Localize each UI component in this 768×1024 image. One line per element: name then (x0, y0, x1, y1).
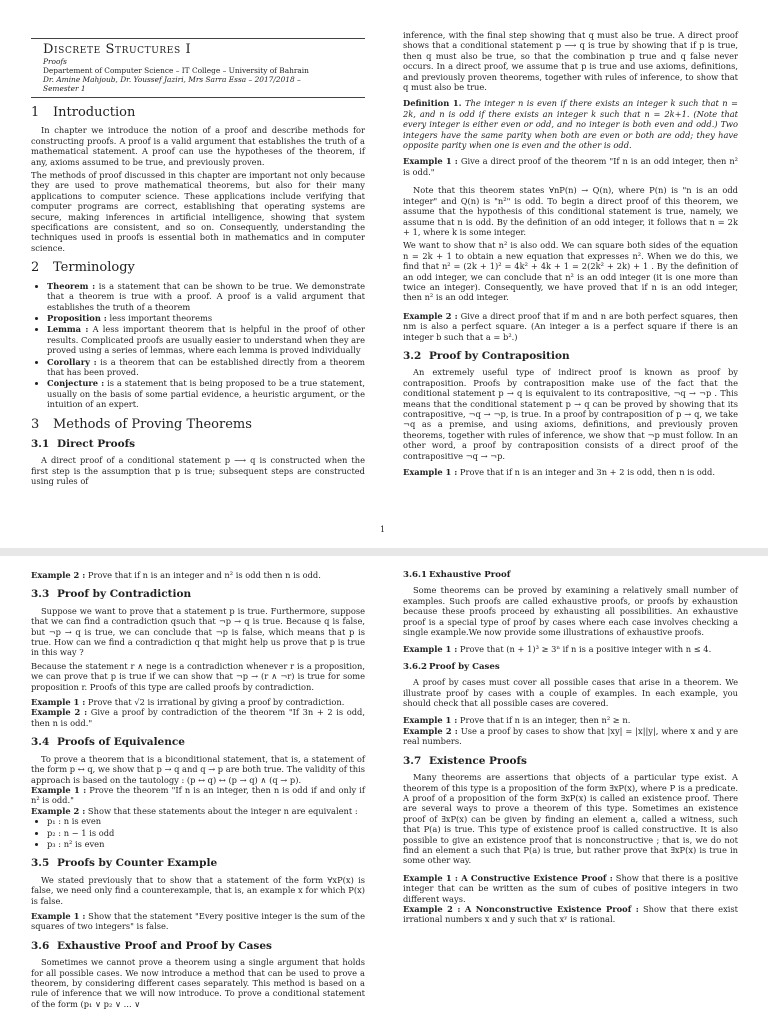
subsection-heading-direct-proofs: 3.1 Direct Proofs (31, 437, 136, 450)
example-block: Example 1 : Prove that if n is an integer, then n² ≥ n. (403, 715, 631, 726)
section-heading-terminology: 2 Terminology (31, 260, 135, 276)
subsection-heading-contradiction: 3.3 Proof by Contradiction (31, 588, 192, 601)
terminology-list (31, 281, 365, 410)
example-block: Example 1 : Prove that (n + 1)³ ≥ 3ⁿ if n is a positive integer with n ≤ 4. (403, 644, 712, 655)
section-heading-methods: 3 Methods of Proving Theorems (31, 416, 252, 432)
page-number: 1 (380, 525, 386, 534)
example-block: Example 2 : Give a direct proof that if m and n are both perfect squares, then nm is also a perfect square. (An integer a is a perfect square if there is an integer b such that a = b².) (403, 310, 738, 342)
paragraph: The methods of proof discussed in this chapter are important not only because they are used to prove mathematical theorems, but also for their many applications to computer science. These applications include verifying that computer programs are correct, establishing that operating systems are secure, making inferences in artificial intelligence, showing that system specifications are consistent, and so on. Consequently, understanding the techniques used in proofs is essential both in mathematics and in computer science. (31, 170, 365, 253)
department-line: Departement of Computer Science – IT College – University of Bahrain (43, 66, 309, 75)
semester-line: Semester 1 (43, 84, 86, 93)
paragraph: A proof by cases must cover all possible cases that arise in a theorem. We illustrate proof by cases with a couple of examples. In each example, you should check that all possible cases are covered. (403, 677, 738, 709)
page1-right-column (403, 30, 738, 480)
list-item: • p₁ : n is even (47, 816, 365, 826)
page2-right-column (403, 570, 738, 928)
list-item: • Corollary : is a theorem that can be established directly from a theorem that has been proved. (47, 357, 365, 378)
equivalence-list (31, 816, 365, 849)
paragraph: Some theorems can be proved by examining a relatively small number of examples. Such proofs are called exhaustive proofs, or proofs by exhaustion because these proofs proceed by exhausting all possibilities. An exhaustive proof is a special type of proof by cases where each case involves checking a single example.We now provide some illustrations of exhaustive proofs. (403, 585, 738, 638)
document-title: Discrete Structures I (43, 42, 192, 57)
page1-left-column (31, 30, 365, 490)
page-separator (0, 548, 768, 556)
subsection-heading-exhaustive: 3.6 Exhaustive Proof and Proof by Cases (31, 939, 272, 952)
paragraph: inference, with the final step showing that q must also be true. A direct proof shows that a conditional statement p ⟶ q is true by showing that if p is true, then q must also be true, so that the combination p true and q false never occurs. In a direct proof, we assume that p is true and use axioms, definitions, and previously proven theorems, together with rules of inference, to show that q must also be true. (403, 30, 738, 93)
example-block: Example 2 : Give a proof by contradiction of the theorem "If 3n + 2 is odd, then n is odd." (31, 707, 365, 728)
subsection-heading-contraposition: 3.2 Proof by Contraposition (403, 349, 570, 362)
list-item: • Conjecture : is a statement that is being proposed to be a true statement, usually on the basis of some partial evidence, a heuristic argument, or the intuition of an expert. (47, 378, 365, 409)
example-block: Example 1 : Prove that √2 is irrational by giving a proof by contradiction. (31, 697, 345, 708)
paragraph: Suppose we want to prove that a statement p is true. Furthermore, suppose that we can find a contradiction qsuch that ¬p → q is true. Because q is false, but ¬p → q is true, we can conclude that ¬p is false, which means that p is true. How can we find a contradiction q that might help us prove that p is true in this way ? (31, 605, 365, 658)
document-header (31, 38, 365, 98)
example-block: Example 1 : Show that the statement "Every positive integer is the sum of the squares of two integers" is false. (31, 910, 365, 932)
paragraph: Many theorems are assertions that objects of a particular type exist. A theorem of this type is a proposition of the form ∃xP(x), where P is a predicate. A proof of a proposition of the form ∃xP(x) is called an existence proof. There are several ways to prove a theorem of this type. Sometimes an existence proof of ∃xP(x) can be given by finding an element a, called a witness, such that P(a) is true. This type of existence proof is called constructive. It is also possible to give an existence proof that is nonconstructive ; that is, we do not find an element a such that P(a) is true, but rather prove that ∃xP(x) is true in some other way. (403, 772, 738, 866)
paragraph: We stated previously that to show that a statement of the form ∀xP(x) is false, we need only find a counterexample, that is, an example x for which P(x) is false. (31, 874, 365, 906)
paragraph: A direct proof of a conditional statement p ⟶ q is constructed when the first step is the assumption that p is true; subsequent steps are constructed using rules of (31, 455, 365, 487)
example-block: Example 2 : A Nonconstructive Existence Proof : Show that there exist irrational numbers x and y such that xʸ is rational. (403, 903, 738, 925)
authors-line: Dr. Amine Mahjoub, Dr. Youssef Jaziri, Mrs Sarra Essa – 2017/2018 – (43, 75, 301, 84)
example-block: Example 2 : Use a proof by cases to show that |xy| = |x||y|, where x and y are real numbers. (403, 725, 738, 747)
section-heading-introduction: 1 Introduction (31, 105, 136, 120)
document-subtitle: Proofs (43, 57, 67, 66)
list-item: • p₂ : n − 1 is odd (47, 828, 365, 838)
list-item: • Proposition : less important theorems (47, 313, 365, 323)
paragraph: In chapter we introduce the notion of a proof and describe methods for constructing proofs. A proof is a valid argument that establishes the truth of a mathematical statement. A proof can use the hypotheses of the theorem, if any, axioms assumed to be true, and previously proven. (31, 125, 365, 167)
example-block: Example 1 : Give a direct proof of the theorem "If n is an odd integer, then n² is odd." (403, 156, 738, 177)
example-block: Example 1 : A Constructive Existence Proof : Show that there is a positive integer that can be written as the sum of cubes of positive integers in two different ways. (403, 872, 738, 904)
paragraph: Sometimes we cannot prove a theorem using a single argument that holds for all possible cases. We now introduce a method that can be used to prove a theorem, by considering different cases separately. This method is based on a rule of inference that we will now introduce. To prove a conditional statement of the form (p₁ ∨ p₂ ∨ ... ∨ (31, 957, 365, 1009)
example-block: Example 1 : Prove that if n is an integer and 3n + 2 is odd, then n is odd. (403, 467, 715, 478)
subsubsection-heading-proof-by-cases: 3.6.2 Proof by Cases (403, 661, 500, 672)
list-item: • Theorem : is a statement that can be shown to be true. We demonstrate that a theorem is true with a proof. A proof is a valid argument that establishes the truth of a theorem (47, 281, 365, 312)
document-page-2 (0, 556, 768, 1024)
paragraph: To prove a theorem that is a biconditional statement, that is, a statement of the form p ↔ q, we show that p → q and q → p are both true. The validity of this approach is based on the tautology : (p ↔ q) ↔ (p → q) ∧ (q → p). (31, 753, 365, 785)
example-block: Example 1 : Prove the theorem "If n is an integer, then n is odd if and only if n² is odd." (31, 784, 365, 806)
paragraph: Note that this theorem states ∀nP(n) → Q(n), where P(n) is "n is an odd integer" and Q(n) is "n²" is odd. To begin a direct proof of this theorem, we assume that the hypothesis of this conditional statement is true, namely, we assume that n is odd. By the definition of an odd integer, it follows that n = 2k + 1, where k is some integer. (403, 185, 738, 237)
subsection-heading-existence: 3.7 Existence Proofs (403, 754, 527, 767)
example-block: Example 2 : Show that these statements about the integer n are equivalent : (31, 805, 358, 816)
page2-left-column (31, 570, 365, 1012)
definition-block: Definition 1. The integer n is even if there exists an integer k such that n = 2k, and n is odd if there exists an integer k such that n = 2k+1. (Note that every integer is either even or odd, and no integer is both even and odd.) Two integers have the same parity when both are even or both are odd; they have opposite parity when one is even and the other is odd. (403, 98, 738, 151)
paragraph: We want to show that n² is also odd. We can square both sides of the equation n = 2k + 1 to obtain a new equation that expresses n². When we do this, we find that n² = (2k + 1)² = 4k² + 4k + 1 = 2(2k² + 2k) + 1 . By the definition of an odd integer, we can conclude that n² is an odd integer (it is one more than twice an integer). Consequently, we have proved that if n is an odd integer, then n² is an odd integer. (403, 240, 738, 303)
example-block: Example 2 : Prove that if n is an integer and n² is odd then n is odd. (31, 570, 321, 580)
subsection-heading-counter-example: 3.5 Proofs by Counter Example (31, 857, 218, 870)
list-item: • p₃ : n² is even (47, 839, 365, 849)
subsection-heading-equivalence: 3.4 Proofs of Equivalence (31, 736, 185, 749)
list-item: • Lemma : A less important theorem that is helpful in the proof of other results. Complicated proofs are usually easier to understand when they are proved using a series of lemmas, where each lemma is proved individually (47, 324, 365, 355)
paragraph: An extremely useful type of indirect proof is known as proof by contraposition. Proofs by contraposition make use of the fact that the conditional statement p → q is equivalent to its contrapositive, ¬q → ¬p . This means that the conditional statement p → q can be proved by showing that its contrapositive, ¬q → ¬p, is true. In a proof by contraposition of p → q, we take ¬q as a premise, and using axioms, definitions, and previously proven theorems, together with rules of inference, we show that ¬p must follow. In an other word, a proof by contraposition consists of a direct proof of the contrapositive ¬q → ¬p. (403, 367, 738, 461)
subsubsection-heading-exhaustive-proof: 3.6.1 Exhaustive Proof (403, 570, 511, 580)
paragraph: Because the statement r ∧ nege is a contradiction whenever r is a proposition, we can prove that p is true if we can show that ¬p → (r ∧ ¬r) is true for some proposition r. Proofs of this type are called proofs by contradiction. (31, 660, 365, 692)
